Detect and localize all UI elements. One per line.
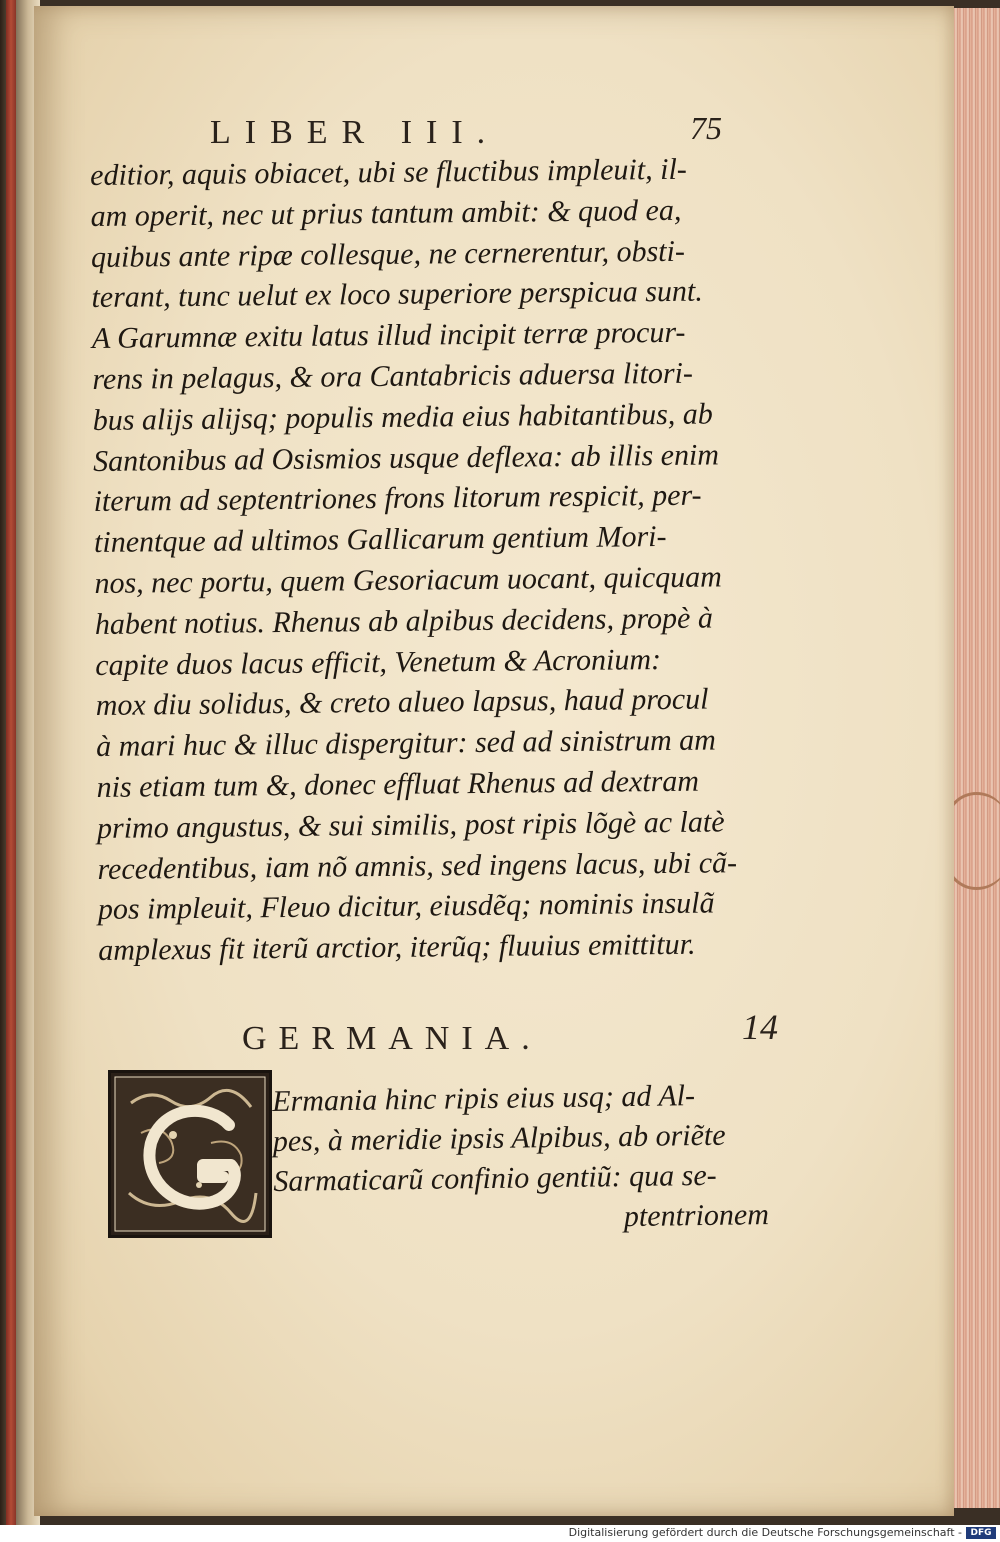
text-line: nis etiam tum &, donec effluat Rhenus ad dextram	[96, 764, 700, 804]
body-text	[90, 149, 799, 972]
section-heading	[34, 1007, 954, 1070]
footer	[0, 1525, 1000, 1542]
page-number: 75	[690, 110, 722, 146]
text-line: primo angustus, & sui similis, post ripis lõgè ac latè	[96, 805, 725, 845]
footer-credit: Digitalisierung gefördert durch die Deutsche Forschungsgemeinschaft -	[568, 1526, 962, 1539]
text-line: Ermania hinc ripis eius usq; ad Al-	[272, 1079, 696, 1118]
running-head-title: LIBER III.	[210, 114, 500, 151]
text-line: A Garumnæ exitu latus illud incipit terræ procur-	[91, 315, 686, 356]
section-number: 14	[742, 1007, 778, 1047]
section-title: GERMANIA.	[242, 1020, 542, 1057]
text-line: am operit, nec ut prius tantum ambit: & quod ea,	[90, 193, 682, 233]
text-line: recedentibus, iam nõ amnis, sed ingens lacus, ubi cã-	[97, 845, 738, 886]
section-text	[272, 1075, 770, 1242]
text-line: nos, nec portu, quem Gesoriacum uocant, quicquam	[94, 560, 723, 600]
text-line: Santonibus ad Osismios usque deflexa: ab illis enim	[93, 438, 720, 478]
text-line: iterum ad septentriones frons litorum respicit, per-	[93, 478, 702, 519]
text-line: habent notius. Rhenus ab alpibus decidens, propè à	[94, 601, 714, 641]
text-line: editior, aquis obiacet, ubi se fluctibus impleuit, il-	[90, 152, 687, 192]
text-line: rens in pelagus, & ora Cantabricis aduersa litori-	[92, 356, 694, 396]
text-line: mox diu solidus, & creto alueo lapsus, haud procul	[95, 682, 709, 723]
text-line: terant, tunc uelut ex loco superiore perspicua sunt.	[91, 274, 703, 315]
book-page	[34, 6, 954, 1516]
text-line: tinentque ad ultimos Gallicarum gentium Mori-	[93, 520, 667, 560]
text-line: ptentrionem	[623, 1198, 770, 1234]
text-line: bus alijs alijsq; populis media eius habitantibus, ab	[92, 397, 713, 437]
page-edges	[951, 8, 1000, 1508]
text-line: pos impleuit, Fleuo dicitur, eiusdẽq; nominis insulã	[97, 886, 715, 927]
text-line: amplexus fit iterũ arctior, iterũq; fluuius emittitur.	[98, 927, 696, 968]
text-line: pes, à meridie ipsis Alpibus, ab oriẽte	[272, 1118, 726, 1158]
text-line: Sarmaticarũ confinio gentiũ: qua se-	[273, 1158, 717, 1198]
running-head	[34, 110, 954, 154]
text-line: à mari huc & illuc dispergitur: sed ad sinistrum am	[96, 723, 717, 764]
text-line: quibus ante ripæ collesque, ne cernerentur, obsti-	[90, 234, 686, 274]
red-page-edge	[6, 0, 16, 1525]
decorated-initial-g-icon	[108, 1070, 272, 1238]
text-line: capite duos lacus efficit, Venetum & Acronium:	[95, 642, 662, 682]
dfg-logo[interactable]: DFG	[966, 1527, 996, 1539]
